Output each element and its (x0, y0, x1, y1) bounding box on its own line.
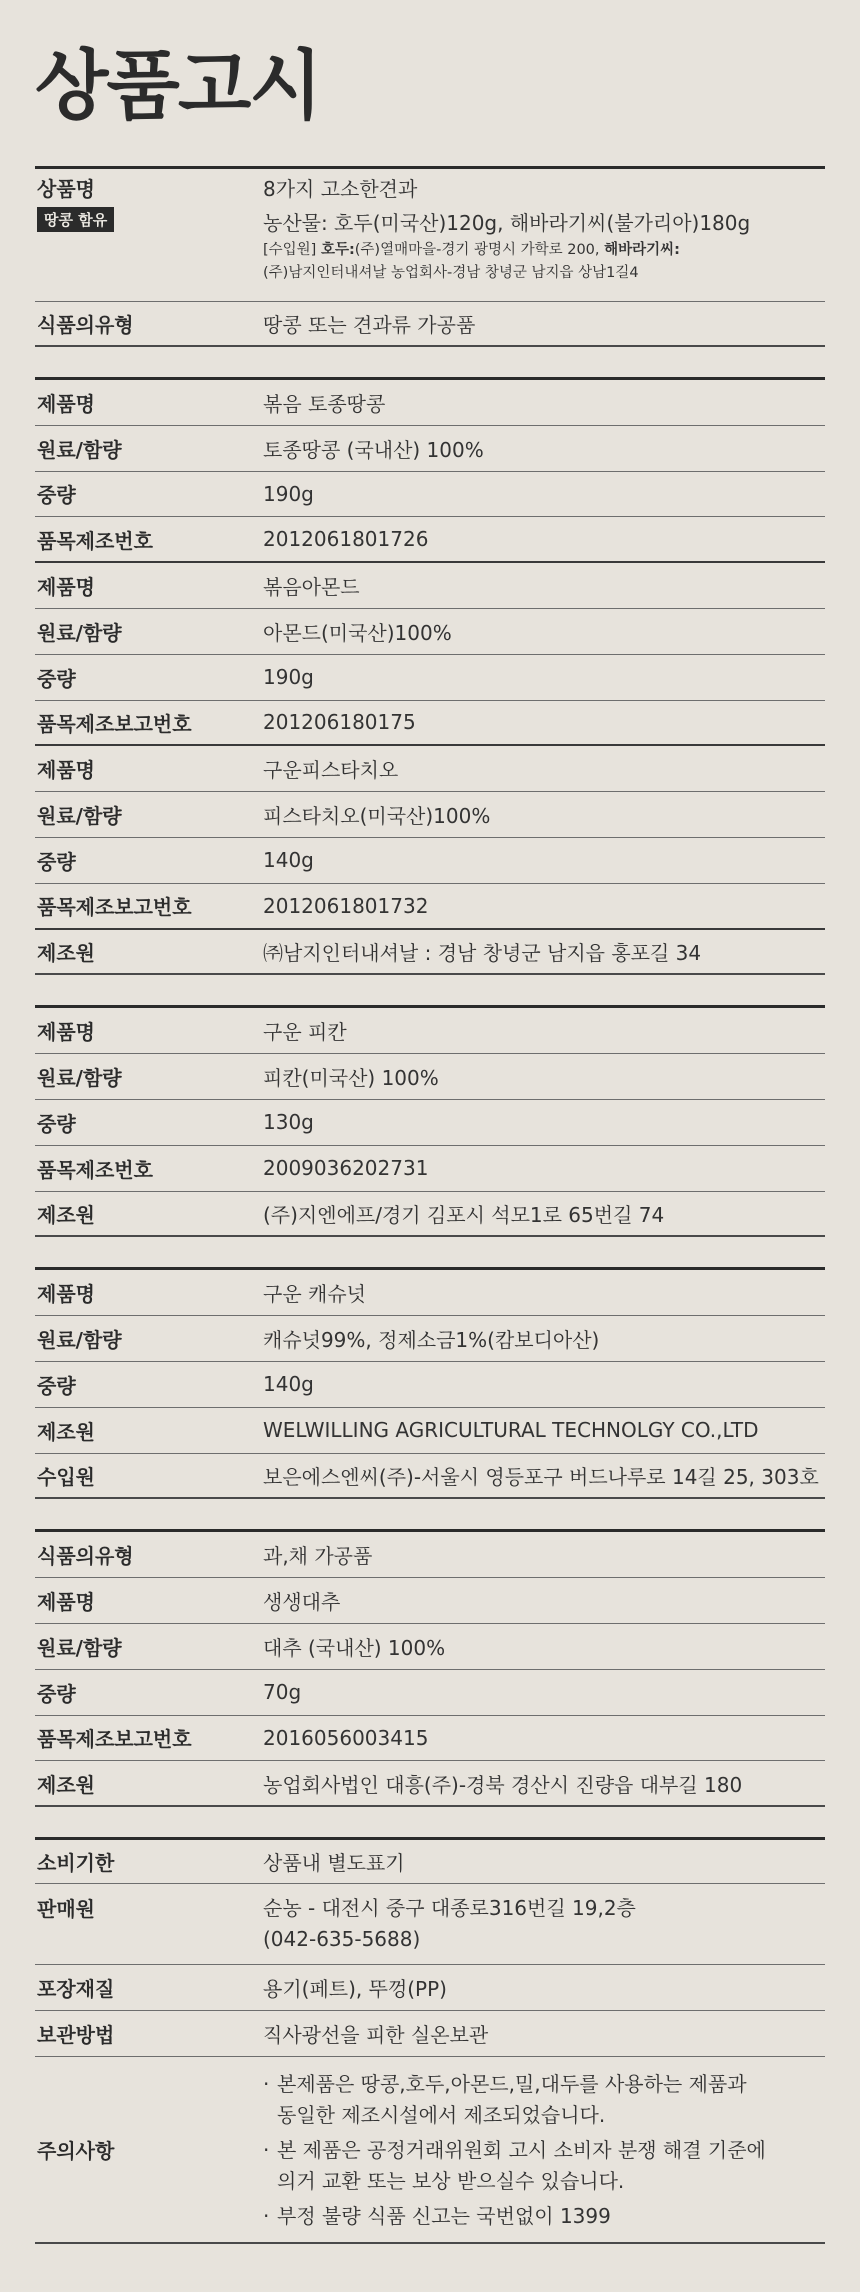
import-line2: (주)남지인터내셔날 농업회사-경남 창녕군 남지읍 상남1길4 (263, 265, 639, 281)
row-label: 제조원 (37, 1202, 95, 1227)
row-label: 중량 (37, 666, 76, 691)
row-value: 구운 피칸 (263, 1020, 347, 1045)
row-label: 중량 (37, 1111, 76, 1136)
row-label: 제조원 (37, 940, 95, 965)
seller-row (35, 1884, 825, 1965)
table-row (35, 1054, 825, 1100)
row-label: 중량 (37, 1373, 76, 1398)
food-type-label: 식품의유형 (37, 313, 134, 337)
row-value: 2012061801726 (263, 527, 429, 552)
row-label: 품목제조보고번호 (37, 1727, 192, 1752)
product-name-value: 8가지 고소한견과 (263, 177, 418, 201)
sec2-rows (35, 380, 825, 975)
caution-item-2: · 본 제품은 공정거래위원회 고시 소비자 분쟁 해결 기준에 의거 교환 또는 보상 받으실수 있습니다. (263, 2138, 766, 2194)
table-row (35, 1316, 825, 1362)
row-value: 아몬드(미국산)100% (263, 620, 452, 645)
row-value: 캐슈넛99%, 정제소금1%(캄보디아산) (263, 1328, 600, 1353)
table-row (35, 746, 825, 792)
row-label: 품목제조보고번호 (37, 711, 192, 736)
row-label: 중량 (37, 849, 76, 874)
row-value: 토종땅콩 (국내산) 100% (263, 437, 484, 462)
row-value: 과,채 가공품 (263, 1544, 373, 1569)
table-row (35, 1670, 825, 1716)
row-value: 140g (263, 1372, 314, 1397)
seller-line2: (042-635-5688) (263, 1927, 421, 1952)
food-type-value: 땅콩 또는 견과류 가공품 (263, 313, 476, 337)
caution-item-3: · 부정 불량 식품 신고는 국번없이 1399 (263, 2204, 611, 2229)
section-jujube (35, 1529, 825, 1807)
food-type-row (35, 302, 825, 347)
sec4-rows (35, 1270, 825, 1499)
table-row (35, 1624, 825, 1670)
row-value: 70g (263, 1680, 302, 1705)
row-label: 품목제조번호 (37, 528, 153, 553)
storage-label: 보관방법 (37, 2023, 115, 2048)
table-row (35, 1270, 825, 1316)
row-label: 수입원 (37, 1464, 95, 1489)
row-value: 보은에스엔씨(주)-서울시 영등포구 버드나루로 14길 25, 303호 (263, 1464, 819, 1489)
row-value: 2012061801732 (263, 893, 429, 918)
table-row (35, 655, 825, 701)
row-value: ㈜남지인터내셔날 : 경남 창녕군 남지읍 홍포길 34 (263, 940, 702, 965)
table-row (35, 426, 825, 472)
row-label: 원료/함량 (37, 804, 122, 829)
row-value: 구운 캐슈넛 (263, 1282, 366, 1307)
product-name-label: 상품명 (37, 177, 95, 201)
table-row (35, 1408, 825, 1454)
section-nuts (35, 377, 825, 975)
sec5-rows (35, 1532, 825, 1807)
section-general (35, 1837, 825, 2244)
table-row (35, 1146, 825, 1192)
table-row (35, 1532, 825, 1578)
row-label: 원료/함량 (37, 1635, 122, 1660)
row-value: 대추 (국내산) 100% (263, 1635, 446, 1660)
table-row (35, 1716, 825, 1762)
row-value: 130g (263, 1110, 314, 1135)
caution-list (263, 2067, 825, 2232)
row-value: 190g (263, 665, 314, 690)
table-row (35, 792, 825, 838)
row-label: 원료/함량 (37, 1328, 122, 1353)
row-label: 원료/함량 (37, 437, 122, 462)
row-value: 140g (263, 848, 314, 873)
table-row (35, 609, 825, 655)
row-value: 2009036202731 (263, 1156, 429, 1181)
row-label: 원료/함량 (37, 620, 122, 645)
row-label: 제품명 (37, 1020, 95, 1045)
table-row (35, 1008, 825, 1054)
sec3-rows (35, 1008, 825, 1237)
row-label: 제품명 (37, 1590, 95, 1615)
table-row (35, 1454, 825, 1500)
table-row (35, 380, 825, 426)
row-label: 제품명 (37, 391, 95, 416)
table-row (35, 1761, 825, 1807)
table-row (35, 563, 825, 609)
table-row (35, 701, 825, 747)
row-value: 농업회사법인 대흥(주)-경북 경산시 진량읍 대부길 180 (263, 1772, 743, 1797)
row-label: 품목제조보고번호 (37, 895, 192, 920)
row-label: 제품명 (37, 575, 95, 600)
section-pecan (35, 1005, 825, 1237)
packaging-row (35, 1965, 825, 2011)
table-row (35, 472, 825, 518)
table-row (35, 517, 825, 563)
row-value: 2016056003415 (263, 1725, 429, 1750)
product-name-row (35, 169, 825, 302)
peanut-badge: 땅콩 함유 (37, 207, 114, 232)
row-label: 제조원 (37, 1772, 95, 1797)
expiry-row (35, 1840, 825, 1884)
page-title: 상품고시 (35, 41, 321, 130)
row-label: 제품명 (37, 1282, 95, 1307)
row-value: 201206180175 (263, 710, 416, 735)
table-row (35, 1362, 825, 1408)
row-value: 볶음아몬드 (263, 575, 360, 600)
row-value: 피칸(미국산) 100% (263, 1066, 439, 1091)
caution-item-1: · 본제품은 땅콩,호두,아몬드,밀,대두를 사용하는 제품과 동일한 제조시설에서 제조되었습니다. (263, 2072, 747, 2128)
table-row (35, 1100, 825, 1146)
section-cashew (35, 1267, 825, 1499)
expiry-value: 상품내 별도표기 (263, 1851, 405, 1876)
row-label: 원료/함량 (37, 1066, 122, 1091)
row-value: WELWILLING AGRICULTURAL TECHNOLGY CO.,LTD (263, 1418, 759, 1443)
row-label: 식품의유형 (37, 1544, 134, 1569)
table-row (35, 884, 825, 930)
row-label: 제조원 (37, 1419, 95, 1444)
table-row (35, 930, 825, 976)
storage-value: 직사광선을 피한 실온보관 (263, 2023, 489, 2048)
row-value: 생생대추 (263, 1590, 341, 1615)
expiry-label: 소비기한 (37, 1851, 115, 1876)
row-label: 중량 (37, 483, 76, 508)
row-label: 제품명 (37, 758, 95, 783)
packaging-value: 용기(페트), 뚜껑(PP) (263, 1977, 447, 2002)
row-value: 190g (263, 481, 314, 506)
row-label: 품목제조번호 (37, 1157, 153, 1182)
caution-row (35, 2057, 825, 2244)
table-row (35, 1578, 825, 1624)
agri-value: 농산물: 호두(미국산)120g, 해바라기씨(불가리아)180g (263, 211, 751, 235)
section-product-info (35, 166, 825, 347)
seller-line1: 순농 - 대전시 중구 대종로316번길 19,2층 (263, 1896, 636, 1921)
row-value: 볶음 토종땅콩 (263, 391, 386, 416)
row-value: 피스타치오(미국산)100% (263, 804, 491, 829)
storage-row (35, 2011, 825, 2057)
seller-label: 판매원 (37, 1897, 95, 1922)
row-value: (주)지엔에프/경기 김포시 석모1로 65번길 74 (263, 1202, 665, 1227)
caution-label: 주의사항 (37, 2139, 115, 2164)
table-row (35, 1192, 825, 1238)
import-line1: [수입원] 호두:(주)열매마을-경기 광명시 가학로 200, 해바라기씨: (263, 242, 680, 258)
table-row (35, 838, 825, 884)
row-value: 구운피스타치오 (263, 758, 399, 783)
row-label: 중량 (37, 1681, 76, 1706)
packaging-label: 포장재질 (37, 1977, 115, 2002)
